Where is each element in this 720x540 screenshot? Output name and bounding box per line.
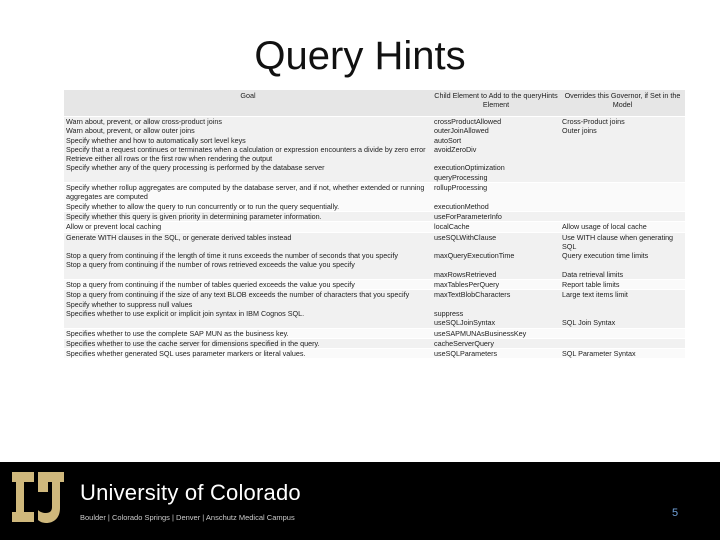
table-body [64, 117, 685, 359]
header-overrides-governor: Overrides this Governor, if Set in the Model [560, 90, 685, 117]
goal-cell: Specifies whether generated SQL uses parameter markers or literal values. [64, 349, 432, 359]
goal-cell: Warn about, prevent, or allow cross-product joins Warn about, prevent, or allow outer joins Specify whether and how to automatically sort level keys Specify that a request continues or terminates when a calculation or expression encounters a divide by zero error Retrieve either all rows or the first row when rendering the output Specify whether any of the query processing is performed by the database server [64, 117, 432, 183]
child-element-cell: useSQLParameters [432, 349, 560, 359]
override-cell [560, 338, 685, 348]
table-row [64, 328, 685, 338]
override-cell: Report table limits [560, 280, 685, 290]
override-cell: Allow usage of local cache [560, 222, 685, 232]
child-element-cell: localCache [432, 222, 560, 232]
child-element-cell: cacheServerQuery [432, 338, 560, 348]
goal-cell: Specify whether rollup aggregates are computed by the database server, and if not, whether extended or running aggregates are computed Specify whether to allow the query to run concurrently or to run the query sequentially. [64, 183, 432, 212]
cu-logo-icon [8, 468, 68, 526]
child-element-cell: useSQLWithClause maxQueryExecutionTime maxRowsRetrieved [432, 232, 560, 279]
university-name: University of Colorado [80, 480, 301, 505]
child-element-cell: useSAPMUNAsBusinessKey [432, 328, 560, 338]
slide-title: Query Hints [254, 34, 466, 78]
goal-cell: Specify whether this query is given priority in determining parameter information. [64, 211, 432, 221]
child-element-cell: rollupProcessing executionMethod [432, 183, 560, 212]
override-cell [560, 183, 685, 212]
goal-cell: Generate WITH clauses in the SQL, or generate derived tables instead Stop a query from continuing if the length of time it runs exceeds the number of seconds that you specify Stop a query from continuing if the number of rows retrieved exceeds the value you specify [64, 232, 432, 279]
override-cell: SQL Parameter Syntax [560, 349, 685, 359]
table-row [64, 280, 685, 290]
table-row [64, 349, 685, 359]
child-element-cell: useForParameterInfo [432, 211, 560, 221]
header-goal: Goal [64, 90, 432, 117]
goal-cell: Specifies whether to use the complete SAP MUN as the business key. [64, 328, 432, 338]
goal-cell: Stop a query from continuing if the size of any text BLOB exceeds the number of characters that you specify Specify whether to suppress null values Specifies whether to use explicit or implicit join syntax in IBM Cognos SQL. [64, 290, 432, 328]
table-row [64, 117, 685, 183]
table-row [64, 183, 685, 212]
child-element-cell: maxTextBlobCharacters suppress useSQLJoinSyntax [432, 290, 560, 328]
table-row [64, 290, 685, 328]
table-row [64, 211, 685, 221]
goal-cell: Stop a query from continuing if the number of tables queried exceeds the value you specify [64, 280, 432, 290]
child-element-cell: crossProductAllowed outerJoinAllowed autoSort avoidZeroDiv executionOptimization queryProcessing [432, 117, 560, 183]
table-row [64, 232, 685, 279]
override-cell [560, 328, 685, 338]
child-element-cell: maxTablesPerQuery [432, 280, 560, 290]
table-header-row [64, 90, 685, 117]
campus-list: Boulder | Colorado Springs | Denver | Anschutz Medical Campus [80, 513, 295, 522]
table-row [64, 338, 685, 348]
goal-cell: Allow or prevent local caching [64, 222, 432, 232]
goal-cell: Specifies whether to use the cache server for dimensions specified in the query. [64, 338, 432, 348]
query-hints-table [64, 90, 685, 359]
override-cell [560, 211, 685, 221]
table-row [64, 222, 685, 232]
override-cell: Large text items limit SQL Join Syntax [560, 290, 685, 328]
override-cell: Cross-Product joins Outer joins [560, 117, 685, 183]
override-cell: Use WITH clause when generating SQL Query execution time limits Data retrieval limits [560, 232, 685, 279]
page-number: 5 [671, 507, 679, 519]
header-child-element: Child Element to Add to the queryHints Element [432, 90, 560, 117]
